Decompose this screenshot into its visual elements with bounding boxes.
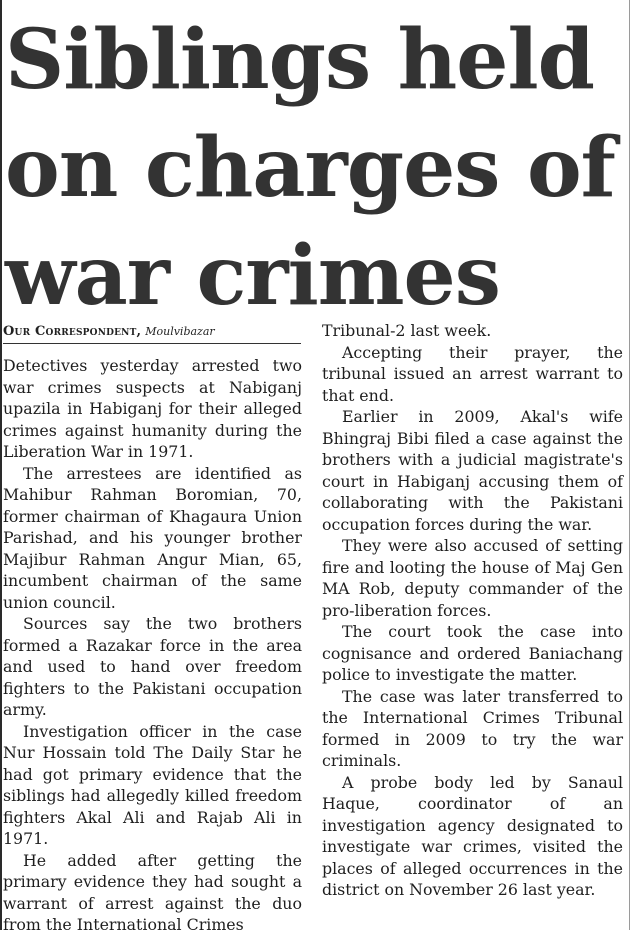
left-column <box>3 355 302 936</box>
paragraph: A probe body led by Sanaul Haque, coordinator of an investigation agency designated to investigate war crimes, visited the places of alleged occurrences in the district on November 26 last year. <box>322 772 623 899</box>
paragraph: The case was later transferred to the International Crimes Tribunal formed in 2009 to try the war criminals. <box>322 686 623 770</box>
paragraph: He added after getting the primary evidence they had sought a warrant of arrest against the duo from the International Crimes <box>3 850 302 934</box>
paragraph: Tribunal-2 last week. <box>322 321 492 340</box>
paragraph: Detectives yesterday arrested two war crimes suspects at Nabiganj upazila in Habiganj for their alleged crimes against humanity during the Liberation War in 1971. <box>3 356 302 461</box>
left-border <box>0 0 2 930</box>
paragraph: Investigation officer in the case Nur Hossain told The Daily Star he had got primary evidence that the siblings had allegedly killed freedom fighters Akal Ali and Rajab Ali in 1971. <box>3 721 302 848</box>
column-rule <box>629 0 630 930</box>
byline <box>3 322 301 344</box>
paragraph: They were also accused of setting fire and looting the house of Maj Gen MA Rob, deputy commander of the pro-liberation forces. <box>322 536 623 620</box>
byline-name: Our Correspondent, <box>3 324 142 339</box>
paragraph: Accepting their prayer, the tribunal issued an arrest warrant to that end. <box>322 342 623 405</box>
paragraph: The court took the case into cognisance and ordered Baniachang police to investigate the matter. <box>322 622 623 684</box>
right-column <box>322 320 623 901</box>
byline-place: Moulvibazar <box>145 325 215 338</box>
headline: Siblings held on charges of war crimes <box>5 12 615 324</box>
paragraph: The arrestees are identified as Mahibur Rahman Boromian, 70, former chairman of Khagaura Union Parishad, and his younger brother Majibur Rahman Angur Mian, 65, incumbent chairman of the same union council. <box>3 463 302 612</box>
paragraph: Earlier in 2009, Akal's wife Bhingraj Bibi filed a case against the brothers with a judicial magistrate's court in Habiganj accusing them of collaborating with the Pakistani occupation forces during the war. <box>322 407 623 534</box>
paragraph: Sources say the two brothers formed a Razakar force in the area and used to hand over freedom fighters to the Pakistani occupation army. <box>3 614 302 719</box>
